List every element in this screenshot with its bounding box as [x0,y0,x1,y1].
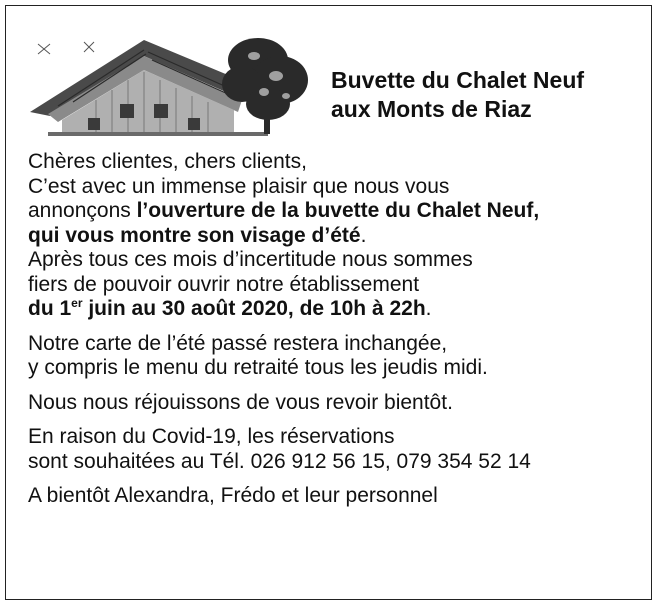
covid-paragraph [28,425,643,474]
intro-paragraph [28,150,643,322]
signature-paragraph [28,484,643,509]
intro-line-5: Après tous ces mois d’incertitude nous sommes [28,248,473,271]
salutation: Chères clientes, chers clients, [28,150,307,173]
menu-line-2: y compris le menu du retraité tous les jeudis midi. [28,356,488,379]
intro-line-3 [28,199,643,224]
intro-line-4-end: . [360,223,367,247]
menu-line-1: Notre carte de l’été passé restera inchangée, [28,331,448,355]
greeting-paragraph [28,391,643,416]
greeting-line: Nous nous réjouissons de vous revoir bientôt. [28,390,453,414]
intro-line-3-text: annonçons [28,199,137,222]
intro-line-3-bold: l’ouverture de la buvette du Chalet Neuf, [136,199,540,222]
covid-line-1: En raison du Covid-19, les réservations [28,425,395,448]
signature-line: A bientôt Alexandra, Frédo et leur personnel [28,484,438,507]
covid-line-2: sont souhaitées au Tél. 026 912 56 15, 079 354 52 14 [28,449,531,473]
chalet-logo-icon [28,26,318,138]
opening-dates-bold-a: du 1 [28,297,72,320]
ad-title [331,66,584,124]
opening-dates-bold-b: juin au 30 août 2020, de 10h à 22h [82,297,426,320]
advertisement-frame [5,5,652,600]
intro-line-2: C’est avec un immense plaisir que nous vous [28,174,450,198]
title-line-1: Buvette du Chalet Neuf [331,67,585,93]
title-line-2: aux Monts de Riaz [331,96,532,122]
menu-paragraph [28,332,643,381]
ordinal-superscript: er [71,296,83,310]
ad-body [28,150,643,519]
opening-dates [28,297,643,322]
intro-line-4 [28,224,643,249]
opening-dates-end: . [425,297,432,320]
intro-line-6: fiers de pouvoir ouvrir notre établissement [28,272,420,296]
intro-line-4-bold: qui vous montre son visage d’été [28,223,361,247]
